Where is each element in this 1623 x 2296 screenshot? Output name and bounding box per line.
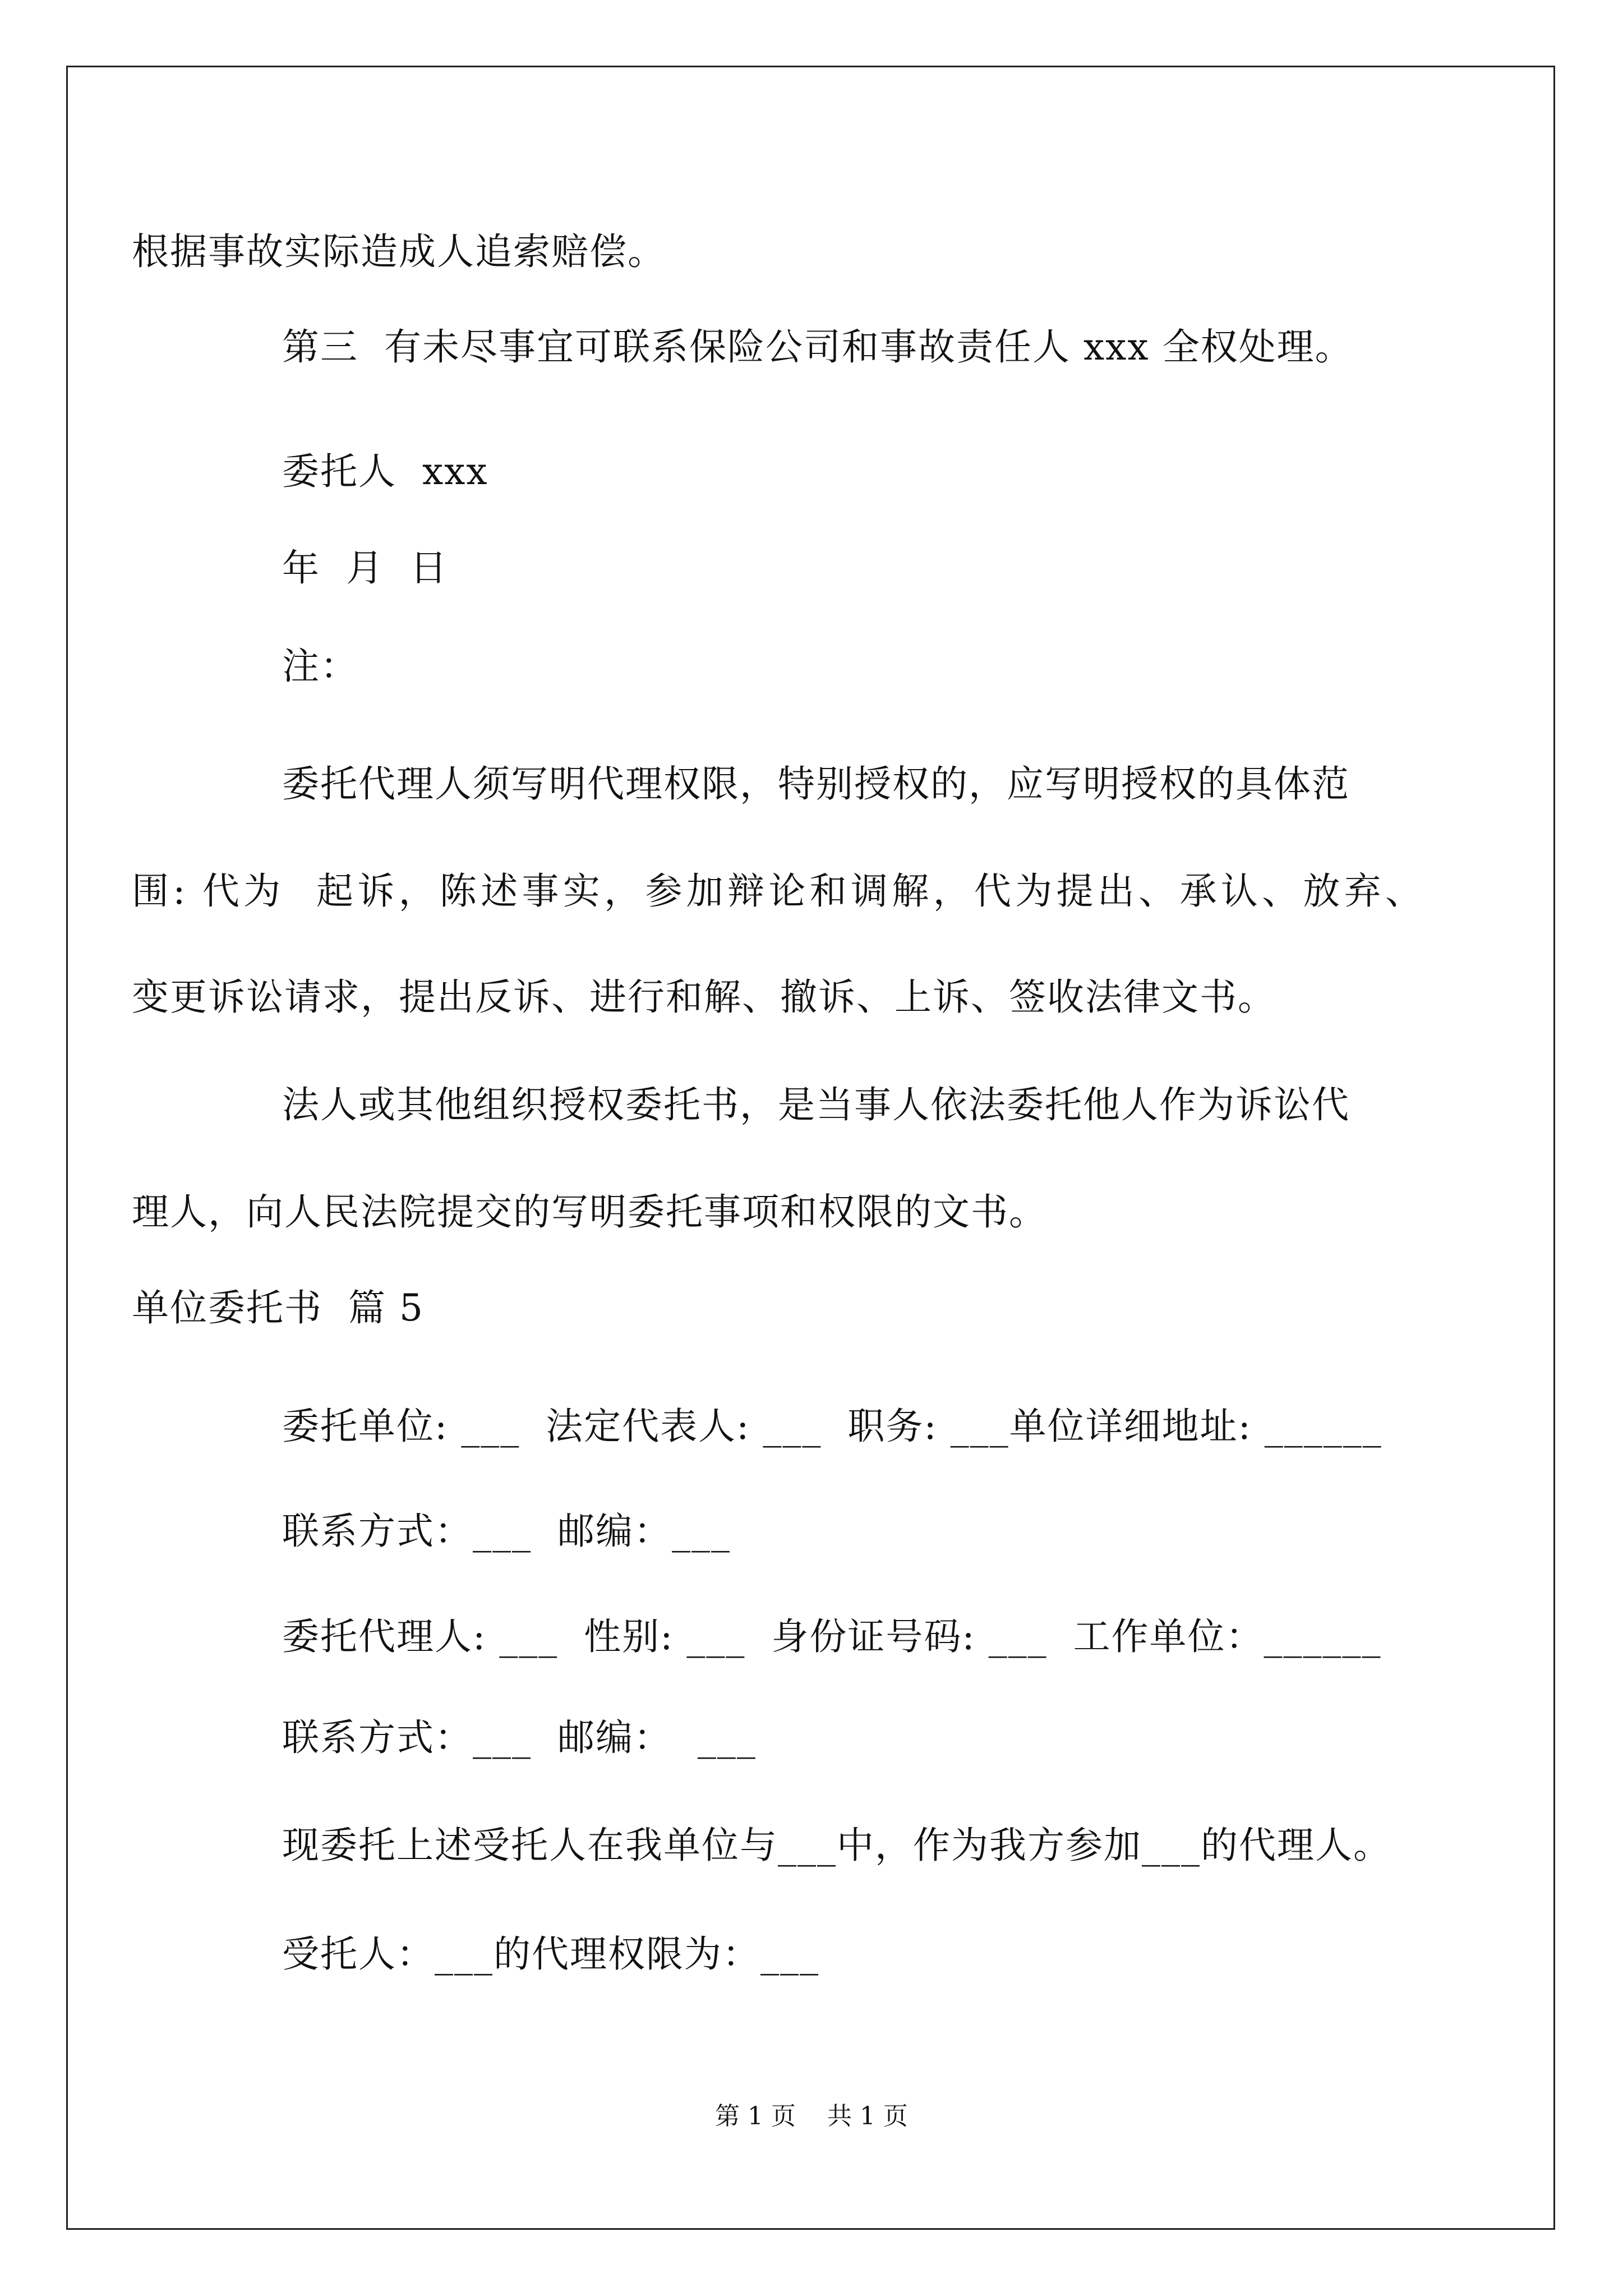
body-line: 理人，向人民法院提交的写明委托事项和权限的文书。: [132, 1190, 1047, 1234]
page-number-footer: 第 1 页 共 1 页: [715, 2102, 908, 2131]
page-border: [66, 66, 1555, 2230]
body-line: 第三 有未尽事宜可联系保险公司和事故责任人 xxx 全权处理。: [282, 325, 1353, 369]
body-line: 委托人 xxx: [282, 450, 488, 493]
body-line: 委托代理人须写明代理权限，特别授权的，应写明授权的具体范: [282, 762, 1350, 806]
section-heading: 单位委托书 篇 5: [132, 1286, 424, 1329]
form-line: 受托人：___的代理权限为：___: [282, 1932, 819, 1976]
body-line: 围: 代为 起诉，陈述事实，参加辩论和调解，代为提出、承认、放弃、: [132, 869, 1423, 913]
date-line: 年 月 日: [282, 546, 448, 590]
form-line: 联系方式：___ 邮编：___: [282, 1510, 731, 1553]
form-line: 委托单位: ___ 法定代表人: ___ 职务: ___单位详细地址: ______: [282, 1405, 1382, 1448]
body-line: 根据事故实际造成人追索赔偿。: [132, 230, 666, 273]
note-heading: 注：: [282, 645, 358, 688]
body-line: 变更诉讼请求，提出反诉、进行和解、撤诉、上诉、签收法律文书。: [132, 976, 1276, 1019]
body-line: 法人或其他组织授权委托书，是当事人依法委托他人作为诉讼代: [282, 1083, 1350, 1126]
form-line: 联系方式：___ 邮编： ___: [282, 1716, 757, 1759]
form-line: 委托代理人: ___ 性别: ___ 身份证号码: ___ 工作单位：______: [282, 1615, 1382, 1658]
form-line: 现委托上述受托人在我单位与___中，作为我方参加___的代理人。: [282, 1824, 1391, 1867]
